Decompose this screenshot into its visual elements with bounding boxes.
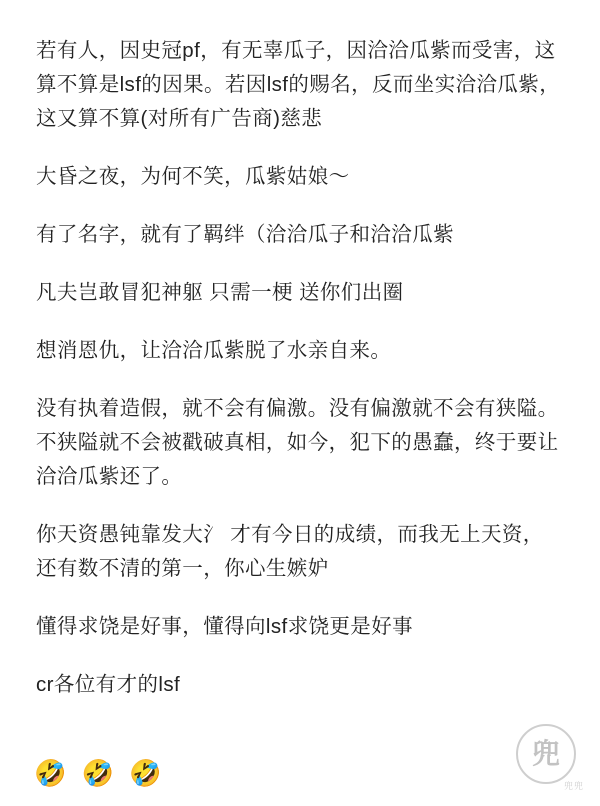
paragraph: 若有人，因史冠pf，有无辜瓜子，因洽洽瓜紫而受害，这算不算是lsf的因果。若因lsf的赐名，反而坐实洽洽瓜紫，这又算不算(对所有广告商)慈悲: [36, 39, 561, 130]
watermark-character: 兜: [531, 737, 560, 770]
watermark-subtext: 兜兜: [563, 782, 584, 792]
paragraph: 想消恩仇，让洽洽瓜紫脱了水亲自来。: [36, 339, 392, 362]
emoji-row: [34, 758, 168, 788]
paragraph: 没有执着造假，就不会有偏激。没有偏激就不会有狭隘。不狭隘就不会被戳破真相，如今，犯下的愚蠢，终于要让洽洽瓜紫还了。: [36, 397, 559, 488]
paragraph: 有了名字，就有了羁绊（洽洽瓜子和洽洽瓜紫: [36, 223, 454, 246]
paragraph: 凡夫岂敢冒犯神躯 只需一梗 送你们出圈: [36, 281, 404, 304]
laughing-emoji-icon: 🤣: [81, 758, 116, 788]
paragraph: 大昏之夜，为何不笑，瓜紫姑娘～: [36, 165, 350, 188]
watermark-logo: [516, 724, 584, 792]
laughing-emoji-icon: 🤣: [129, 758, 164, 788]
laughing-emoji-icon: 🤣: [34, 758, 69, 788]
watermark-circle-icon: [516, 724, 576, 784]
paragraph: 你天资愚钝靠发大氵 才有今日的成绩，而我无上天资，还有数不清的第一，你心生嫉妒: [36, 523, 544, 580]
paragraph: cr各位有才的lsf: [36, 673, 181, 696]
paragraph: 懂得求饶是好事，懂得向lsf求饶更是好事: [36, 615, 413, 638]
